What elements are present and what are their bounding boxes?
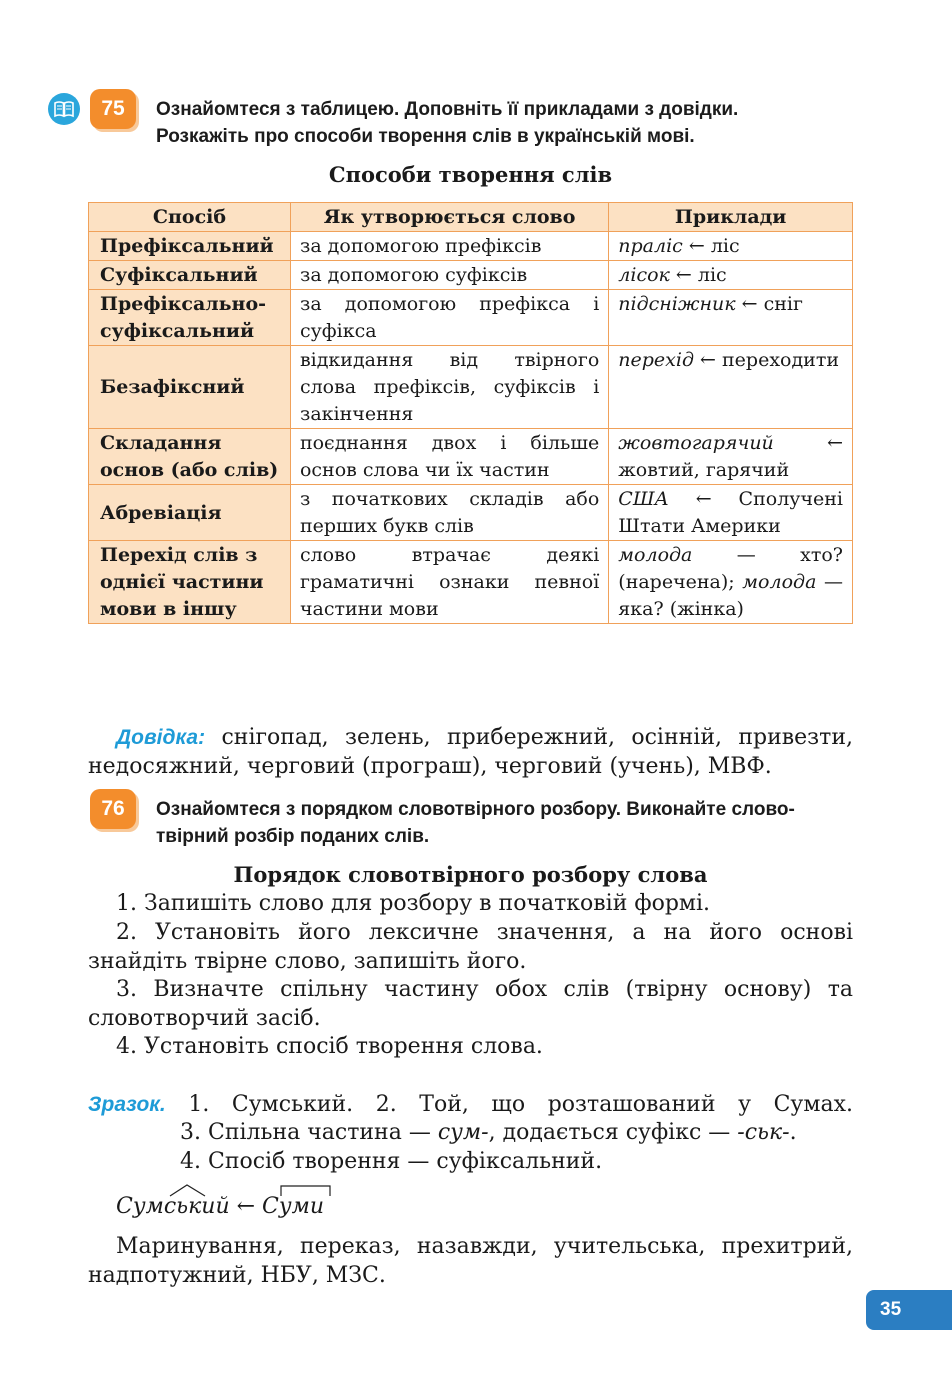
example-cell xyxy=(609,261,853,290)
sample-label: Зразок. xyxy=(88,1093,166,1116)
example-word: США xyxy=(618,488,669,510)
derived-word: Сумський xyxy=(116,1194,230,1219)
sample-text: 1. Сумський. 2. Той, що розташований у Сумах. xyxy=(188,1092,853,1117)
how-cell: відкидання від твірного слова префіксів, суфіксів і закінчення xyxy=(290,346,608,429)
how-cell: поєднання двох і більше основ слова чи їх частин xyxy=(290,429,608,485)
table-row xyxy=(89,541,853,624)
example-word: жовтогарячий xyxy=(618,432,774,454)
how-cell: з початкових складів або перших букв слів xyxy=(290,485,608,541)
example-cell xyxy=(609,346,853,429)
base-word: Суми xyxy=(262,1194,325,1219)
order-step: 2. Установіть його лексичне значення, а на його основі знайдіть твірне слово, запишіть його. xyxy=(88,920,853,974)
example-cell xyxy=(609,232,853,261)
method-cell: Абревіація xyxy=(89,485,291,541)
instruction-line: Ознайомтеся з порядком словотвірного розбору. Виконайте слово- xyxy=(156,799,795,820)
column-header: Спосіб xyxy=(89,203,291,232)
method-cell: Складання основ (або слів) xyxy=(89,429,291,485)
table-row xyxy=(89,485,853,541)
example-source: ← Сполучені Штати Америки xyxy=(618,488,843,537)
exercise-number-badge: 76 xyxy=(90,789,136,829)
example-source: ← жовтий, гарячий xyxy=(618,432,843,481)
table-row xyxy=(89,346,853,429)
sample-root: сум- xyxy=(437,1120,489,1145)
order-step: 1. Запишіть слово для розбору в початковій формі. xyxy=(116,891,711,916)
method-cell: Перехід слів з однієї частини мови в іншу xyxy=(89,541,291,624)
task-words: Маринування, переказ, назавжди, учительська, прехитрий, надпотужний, НБУ, МЗС. xyxy=(88,1234,853,1288)
example-source: ← ліс xyxy=(682,235,740,257)
sample-text: , додається суфікс — xyxy=(488,1120,738,1145)
example-cell xyxy=(609,541,853,624)
example-source: — хто? (наречена); xyxy=(618,544,843,593)
how-cell: слово втрачає деякі граматичні ознаки певної частини мови xyxy=(290,541,608,624)
example-word: молода xyxy=(618,544,693,566)
example-word: перехід xyxy=(618,349,695,371)
example-word: праліс xyxy=(618,235,683,257)
example-word: лісок xyxy=(618,264,670,286)
sample-line-2 xyxy=(180,1119,853,1148)
example-word: молода xyxy=(742,571,817,593)
table-title: Способи творення слів xyxy=(328,162,613,187)
table-row xyxy=(89,429,853,485)
arrow-icon: ← xyxy=(236,1194,256,1219)
order-step: 3. Визначте спільну частину обох слів (твірну основу) та словотворчий засіб. xyxy=(88,977,853,1031)
example-word: підсніжник xyxy=(618,293,736,315)
instruction-line: Ознайомтеся з таблицею. Доповніть її прикладами з довідки. xyxy=(156,99,739,120)
table-header-row xyxy=(89,203,853,232)
method-cell: Префіксальний xyxy=(89,232,291,261)
word-formation-table xyxy=(88,202,853,624)
method-cell: Безафіксний xyxy=(89,346,291,429)
base-mark xyxy=(281,1186,330,1196)
sample-text: 3. Спільна частина — xyxy=(180,1120,438,1145)
reference-text: снігопад, зелень, прибережний, осінній, привезти, недосяжний, черговий (програш), черговий (учень), МВФ. xyxy=(88,725,853,779)
example-source: ← переходити xyxy=(694,349,840,371)
how-cell: за допомогою префіксів xyxy=(290,232,608,261)
example-cell xyxy=(609,485,853,541)
example-cell xyxy=(609,290,853,346)
column-header: Як утворюється слово xyxy=(290,203,608,232)
order-title: Порядок словотвірного розбору слова xyxy=(233,862,708,887)
how-cell: за допомогою префікса і суфікса xyxy=(290,290,608,346)
exercise-76-instructions xyxy=(156,796,856,850)
reference-label: Довідка: xyxy=(116,726,206,749)
suffix-mark xyxy=(170,1185,205,1196)
example-cell xyxy=(609,429,853,485)
sample-line-3: 4. Спосіб творення — суфіксальний. xyxy=(180,1149,603,1174)
exercise-75-instructions xyxy=(156,96,856,150)
book-icon xyxy=(48,93,80,125)
reference-paragraph xyxy=(88,724,853,781)
instruction-line: твірний розбір поданих слів. xyxy=(156,826,430,847)
table-row xyxy=(89,261,853,290)
sample-suffix: -ськ- xyxy=(737,1120,790,1145)
example-source: ← ліс xyxy=(669,264,727,286)
order-step: 4. Установіть спосіб творення слова. xyxy=(116,1034,543,1059)
example-source: — яка? (жінка) xyxy=(618,571,843,620)
example-source: ← сніг xyxy=(735,293,803,315)
sample-line-1 xyxy=(88,1091,853,1120)
method-cell: Префіксально-суфіксальний xyxy=(89,290,291,346)
instruction-line: Розкажіть про способи творення слів в українській мові. xyxy=(156,126,695,147)
how-cell: за допомогою суфіксів xyxy=(290,261,608,290)
table-row xyxy=(89,232,853,261)
morpheme-marks xyxy=(160,1180,340,1200)
page-number: 35 xyxy=(866,1290,952,1330)
exercise-number-badge: 75 xyxy=(90,89,136,129)
column-header: Приклади xyxy=(609,203,853,232)
table-row xyxy=(89,290,853,346)
sample-text: . xyxy=(789,1120,797,1145)
method-cell: Суфіксальний xyxy=(89,261,291,290)
